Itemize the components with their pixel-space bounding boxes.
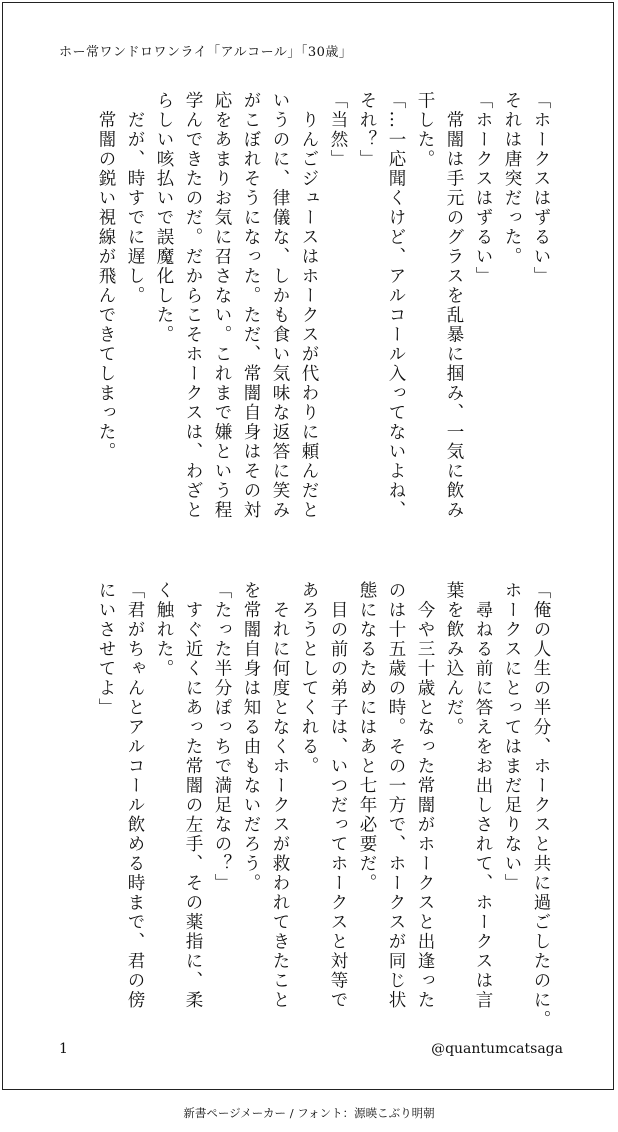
- text-line: がこぼれそうになった。ただ、常闇自身はその対: [241, 91, 261, 520]
- page-number: 1: [59, 1041, 68, 1057]
- text-line: りんごジュースはホークスが代わりに頼んだと: [299, 91, 319, 520]
- text-line: ホークスにとってはまだ足りない」: [502, 581, 522, 893]
- footer-credit: 新書ページメーカー / フォント：源暎こぶり明朝: [183, 1106, 435, 1120]
- text-line: あろうとしてくれる。: [299, 581, 319, 776]
- text-line: 尋ねる前に答えをお出しされて、ホークスは言: [473, 581, 493, 1010]
- text-line: 常闇は手元のグラスを乱暴に掴み、一気に飲み: [444, 91, 464, 520]
- text-line: いうのに、律儀な、しかも食い気味な返答に笑み: [270, 91, 290, 520]
- text-block-lower: [91, 581, 555, 1030]
- text-line: 葉を飲み込んだ。: [444, 581, 464, 737]
- text-block-upper: [91, 91, 555, 531]
- text-line: それ？」: [357, 91, 377, 169]
- text-line: 「俺の人生の半分、ホークスと共に過ごしたのに。: [531, 581, 551, 1030]
- text-line: 干した。: [415, 91, 435, 169]
- text-line: 今や三十歳となった常闇がホークスと出逢った: [415, 581, 435, 1010]
- text-line: それは唐突だった。: [502, 91, 522, 267]
- text-line: らしい咳払いで誤魔化した。: [154, 91, 174, 345]
- text-line: にいさせてよ」: [96, 581, 116, 718]
- text-line: 目の前の弟子は、いつだってホークスと対等で: [328, 581, 348, 1010]
- text-line: 常闇の鋭い視線が飛んできてしまった。: [96, 91, 116, 462]
- text-line: 「たった半分ぽっちで満足なの？」: [212, 581, 232, 893]
- text-line: 態になるためにはあと七年必要だ。: [357, 581, 377, 893]
- text-line: を常闇自身は知る由もないだろう。: [241, 581, 261, 893]
- text-line: だが、時すでに遅し。: [125, 91, 145, 306]
- page-title: ホー常ワンドロワンライ「アルコール」「30歳」: [59, 45, 353, 60]
- text-line: それに何度となくホークスが救われてきたこと: [270, 581, 290, 1010]
- text-line: 「…一応聞くけど、アルコール入ってないよね、: [386, 91, 406, 520]
- text-line: 「君がちゃんとアルコール飲める時まで、君の傍: [125, 581, 145, 1010]
- text-line: のは十五歳の時。その一方で、ホークスが同じ状: [386, 581, 406, 1010]
- text-line: 学んできたのだ。だからこそホークスは、わざと: [183, 91, 203, 520]
- author-handle: @quantumcatsaga: [431, 1041, 563, 1057]
- text-line: く触れた。: [154, 581, 174, 679]
- text-line: 応をあまりお気に召さない。これまで嫌という程: [212, 91, 232, 520]
- text-line: 「ホークスはずるい」: [531, 91, 551, 286]
- text-line: すぐ近くにあった常闇の左手、その薬指に、柔: [183, 581, 203, 1010]
- page-frame: [2, 2, 614, 1090]
- text-line: 「当然」: [328, 91, 348, 169]
- text-line: 「ホークスはずるい」: [473, 91, 493, 286]
